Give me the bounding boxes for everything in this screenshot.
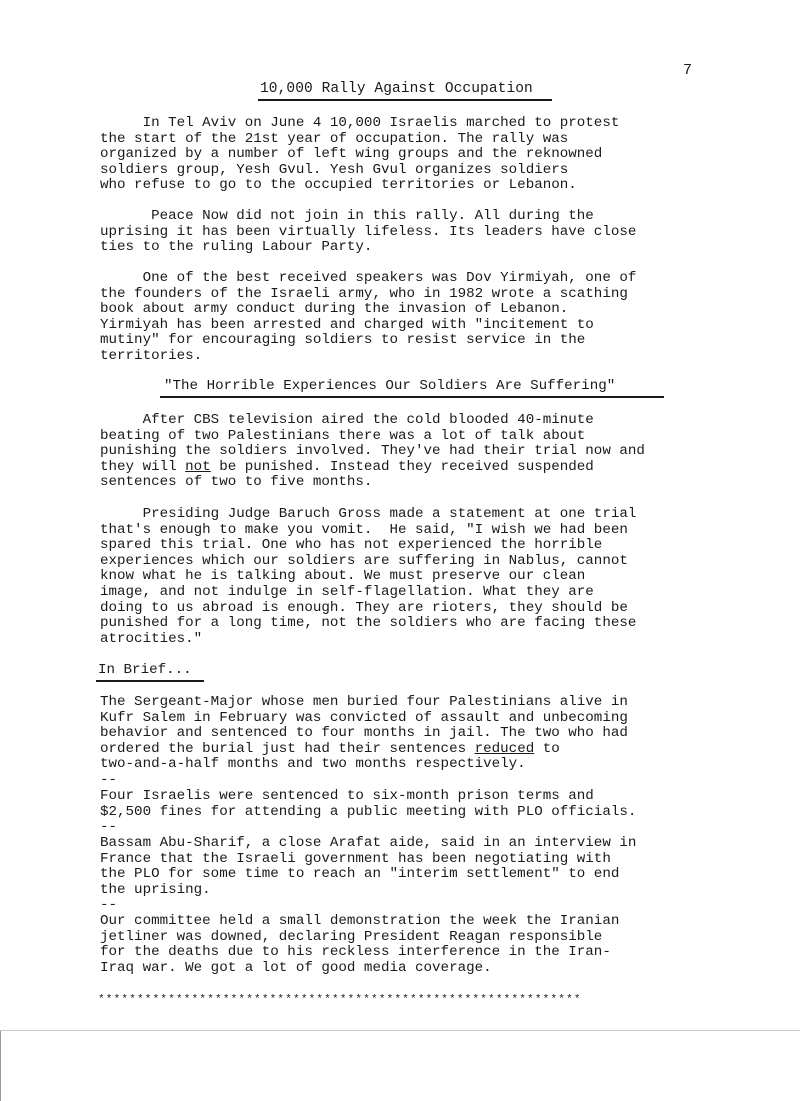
brief-item-2: Four Israelis were sentenced to six-month prison terms and $2,500 fines for attending a public meeting with PLO officials. --	[100, 788, 637, 836]
section-divider-stars: **************************************************************	[98, 994, 582, 1006]
soldiers-paragraph-2: Presiding Judge Baruch Gross made a statement at one trial that's enough to make you vomit. He said, "I wish we had been spared this trial. One who has not experienced the horrible experiences which our soldiers are suffering in Nablus, cannot know what he is talking about. We must preserve our clean image, and not indulge in self-flagellation. What they are doing to us abroad is enough. They are rioters, they should be punished for a long time, not the soldiers who are facing these atrocities."	[100, 506, 637, 647]
page-number: 7	[683, 62, 693, 79]
brief-item-3: Bassam Abu-Sharif, a close Arafat aide, said in an interview in France that the Israeli government has been negotiating with the PLO for some time to reach an "interim settlement" to end the uprising. --	[100, 835, 637, 914]
rally-paragraph-2: Peace Now did not join in this rally. All during the uprising it has been virtually lifeless. Its leaders have close ties to the ruling Labour Party.	[100, 208, 637, 256]
rally-paragraph-3: One of the best received speakers was Dov Yirmiyah, one of the founders of the Israeli army, who in 1982 wrote a scathing book about army conduct during the invasion of Lebanon. Yirmiyah has been arrested and charged with "incitement to mutiny" for encouraging soldiers to resist service in the territories.	[100, 270, 637, 364]
brief-item-1-text-a: The Sergeant-Major whose men buried four Palestinians alive in Kufr Salem in February was convicted of assault and unbecoming behavior and sentenced to four months in jail. The two who had ordered the burial just had their sentences	[100, 694, 628, 757]
title-underline	[258, 99, 552, 101]
soldiers-paragraph-1-text-a: After CBS television aired the cold blooded 40-minute beating of two Palestinians there was a lot of talk about punishing the soldiers involved. They've had their trial now and they will	[100, 412, 645, 475]
in-brief-heading: In Brief...	[98, 662, 192, 678]
emphasis-reduced: reduced	[474, 740, 535, 757]
soldiers-heading-underline	[160, 396, 664, 398]
article-title: 10,000 Rally Against Occupation	[260, 81, 533, 97]
brief-item-4: Our committee held a small demonstration the week the Iranian jetliner was downed, declaring President Reagan responsible for the deaths due to his reckless interference in the Iran- Iraq war. We got a lot of good media coverage.	[100, 913, 620, 976]
soldiers-paragraph-1-text-b: be punished. Instead they received suspended sentences of two to five months.	[100, 458, 594, 491]
soldiers-section-heading: "The Horrible Experiences Our Soldiers Are Suffering"	[164, 378, 616, 394]
in-brief-underline	[96, 680, 204, 682]
emphasis-not: not	[185, 458, 211, 475]
soldiers-paragraph-1	[100, 413, 645, 491]
rally-paragraph-1: In Tel Aviv on June 4 10,000 Israelis marched to protest the start of the 21st year of occupation. The rally was organized by a number of left wing groups and the reknowned soldiers group, Yesh Gvul. Yesh Gvul organizes soldiers who refuse to go to the occupied territories or Lebanon.	[100, 115, 620, 194]
brief-item-1-text-b: to two-and-a-half months and two months respectively. --	[100, 740, 560, 788]
scanner-bed-edge	[0, 1030, 800, 1101]
brief-item-1	[100, 695, 628, 789]
